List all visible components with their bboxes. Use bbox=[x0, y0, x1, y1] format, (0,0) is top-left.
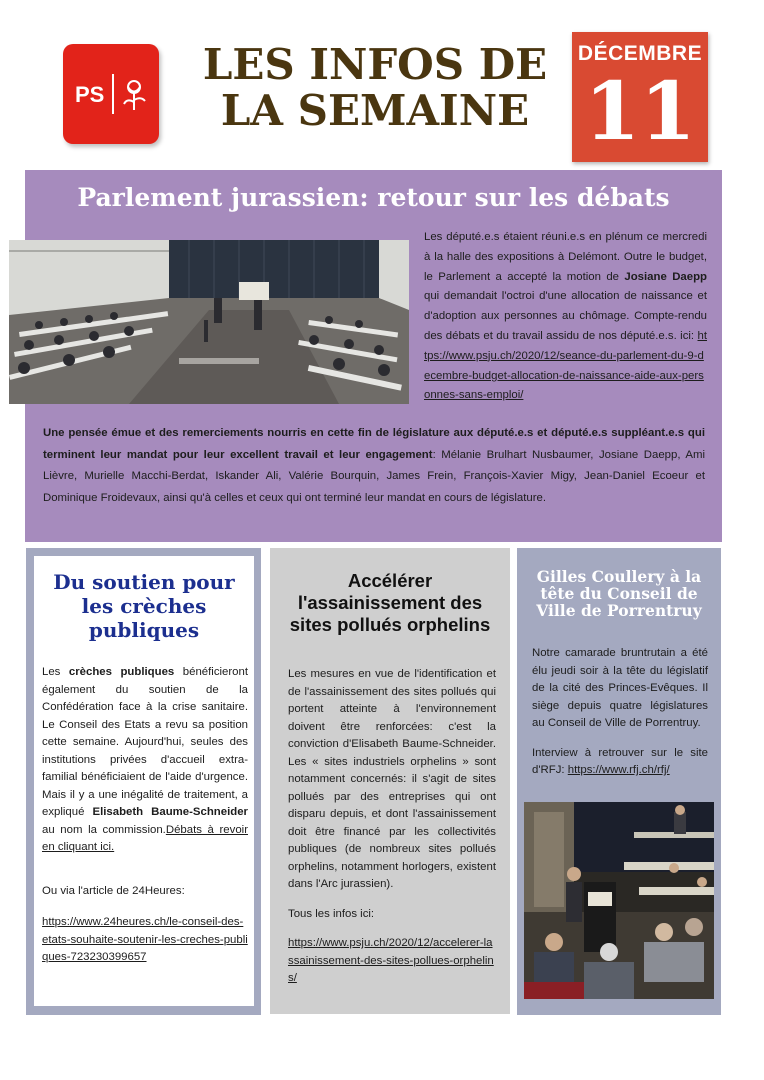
gilles-text-block bbox=[532, 645, 708, 780]
creches-t3: au nom la commission. bbox=[42, 823, 166, 836]
creches-via: Ou via l'article de 24Heures: bbox=[42, 884, 185, 897]
ps-logo bbox=[63, 44, 159, 144]
council-meeting-image bbox=[524, 802, 714, 999]
creches-panel bbox=[34, 556, 254, 1006]
sites-text: Les mesures en vue de l'identification et de l'assainissement des sites pollués qui portent atteinte à l'environnement doivent être renforcées: c'est la conviction d'Elisabeth Baume-Schneider. Les « sites industriels orphelins » sont notamment concernés: il s'agit de sites pollués par des entreprises qui ont disparu depuis, et dont l'assainissement doit être financé par les collectivités publiques (de nombreux sites pollués orphelins, notamment horlogers, existent dans l'Arc jurassien). bbox=[288, 668, 496, 890]
gilles-text: Notre camarade bruntrutain a été élu jeudi soir à la tête du législatif de la cité des Princes-Evêques. Il siège depuis quatre législatures au Conseil de Ville de Porrentruy. bbox=[532, 647, 708, 729]
thanks-names: : Mélanie Brulhart Nusbaumer, Josiane Daepp, Ami Lièvre, Murielle Macchi-Berdat, Iskander Ali, Valérie Bourquin, James Frein, François-Xavier Migy, Jean-Daniel Ecoeur et Dominique Froidevaux, ainsi qu'à celles et ceux qui ont terminé leur mandat en cours de législature. bbox=[43, 448, 705, 504]
creches-24heures-link[interactable]: https://www.24heures.ch/le-conseil-des-etats-souhaite-soutenir-les-creches-publiques-723230399657 bbox=[42, 916, 248, 963]
parliament-hall-image bbox=[9, 240, 409, 404]
sites-section bbox=[270, 548, 510, 1014]
thanks-paragraph bbox=[43, 423, 705, 509]
gilles-photo bbox=[524, 802, 714, 999]
parlement-text bbox=[424, 228, 707, 406]
parlement-text-1: Les député.e.s étaient réuni.e.s en plénum ce mercredi à la halle des expositions à Delémont. Outre le budget, le Parlement a accepté la motion de bbox=[424, 231, 707, 283]
sites-link[interactable]: https://www.psju.ch/2020/12/accelerer-lassainissement-des-sites-pollues-orphelins/ bbox=[288, 937, 494, 984]
sites-title: Accélérer l'assainissement des sites pollués orphelins bbox=[289, 570, 491, 635]
gilles-title: Gilles Coullery à la tête du Conseil de Ville de Porrentruy bbox=[536, 567, 702, 620]
parlement-title: Parlement jurassien: retour sur les débats bbox=[77, 183, 670, 212]
parlement-link[interactable]: https://www.psju.ch/2020/12/seance-du-parlement-du-9-decembre-budget-allocation-de-naissance-aide-aux-personnes-sans-emploi/ bbox=[424, 329, 707, 402]
sites-text-block bbox=[288, 666, 496, 988]
creches-text bbox=[42, 664, 248, 967]
title-line-1: LES INFOS DE bbox=[202, 40, 548, 89]
logo-text: PS bbox=[75, 82, 105, 107]
creches-bold-2: Elisabeth Baume-Schneider bbox=[92, 806, 248, 818]
creches-title: Du soutien pour les crèches publiques bbox=[53, 570, 235, 642]
gilles-interview: Interview à retrouver sur le site d'RFJ: bbox=[532, 746, 708, 776]
creches-bold-1: crèches publiques bbox=[68, 666, 175, 678]
gilles-section bbox=[517, 548, 721, 1015]
logo-divider bbox=[112, 74, 114, 114]
rfj-link[interactable]: https://www.rfj.ch/rfj/ bbox=[567, 764, 670, 776]
deputee-name: Josiane Daepp bbox=[624, 270, 707, 283]
date-day: 11 bbox=[584, 64, 696, 158]
thanks-bold: Une pensée émue et des remerciements nourris en cette fin de législature aux député.e.s et député.e.s suppléant.e.s qui terminent leur mandat pour leur excellent travail et leur engagement bbox=[43, 427, 705, 461]
parlement-photo bbox=[9, 240, 409, 404]
rose-icon bbox=[119, 78, 149, 112]
date-month: DÉCEMBRE bbox=[577, 42, 703, 65]
creches-debates-link[interactable]: Débats à revoir en cliquant ici. bbox=[42, 823, 248, 853]
title-line-2: LA SEMAINE bbox=[220, 86, 530, 135]
date-badge bbox=[572, 32, 708, 162]
newsletter-title bbox=[180, 42, 570, 134]
creches-t2: bénéficieront également du soutien de la Confédération face à la crise sanitaire. Le Conseil des Etats a revu sa position cette semaine. Aujourd'hui, seules des institutions privées d'accueil extra-familial bénéficiaient de l'aide d'urgence. Mais il y a une inégalité de traitement, a expliqué bbox=[42, 666, 249, 818]
creches-t1: Les bbox=[42, 666, 69, 678]
parlement-text-2: qui demandait l'octroi d'une allocation de naissance et d'adoption aux personnes au chômage. Compte-rendu des débats et du travail assidu de nos député.e.s. ici: bbox=[424, 290, 707, 342]
sites-infos: Tous les infos ici: bbox=[288, 907, 375, 920]
